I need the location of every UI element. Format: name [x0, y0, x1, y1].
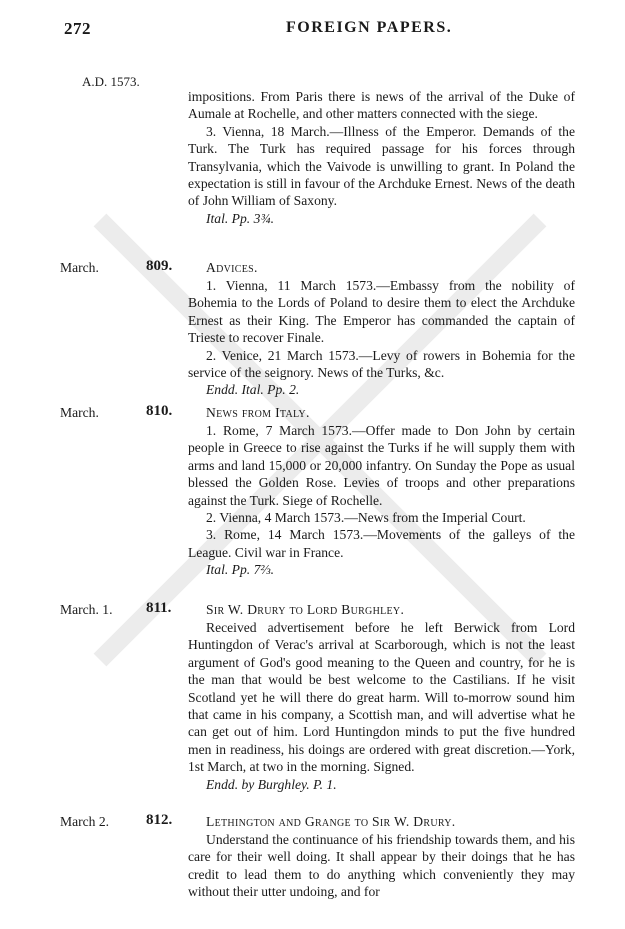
- paragraph: 2. Vienna, 4 March 1573.—News from the Imperial Court.: [206, 510, 526, 526]
- paragraph: 1. Vienna, 11 March 1573.—Embassy from the nobility of Bohemia to the Lords of Poland to desire them to elect the Archduke Ernest as their King. The Emperor has commanded the captain of Trieste to recover Finale.: [188, 278, 575, 346]
- paragraph: Received advertisement before he left Berwick from Lord Huntingdon of Verac's arrival at Scarborough, which is not the least argument of God's good meaning to the Queen and country, for he is the man that would be best welcome to the Castilians. If he visit Scotland yet he will there do great harm. Will to-morrow sound him that came in his company, a Scottish man, and will advertise what he can get out of him. Lord Huntingdon minds to put the five hundred men in readiness, his doings are ordered with great discretion.—York, 1st March, at two in the morning. Signed.: [188, 620, 575, 775]
- paragraph: 1. Rome, 7 March 1573.—Offer made to Don John by certain people in Greece to rise against the Turks if he will supply them with arms and land 15,000 or 20,000 infantry. On Sunday the Pope as usual blessed the Golden Rose. Levies of troops and other preparations against the Turk. Siege of Rochelle.: [188, 423, 575, 508]
- continuation-text: [188, 88, 575, 227]
- running-title: FOREIGN PAPERS.: [286, 19, 453, 36]
- entry-810-body: [188, 422, 575, 579]
- paragraph: impositions. From Paris there is news of the arrival of the Duke of Aumale at Rochelle, and other matters connected with the siege.: [188, 89, 575, 122]
- entry-number: 811.: [146, 600, 172, 616]
- paragraph: 3. Rome, 14 March 1573.—Movements of the galleys of the League. Civil war in France.: [188, 527, 575, 560]
- paragraph: 3. Vienna, 18 March.—Illness of the Emperor. Demands of the Turk. The Turk has required passage for his forces through Transylvania, which the Vaivode is unwilling to grant. In Poland the expectation is still in favour of the Archduke Ernest. News of the death of John William of Saxony.: [188, 123, 575, 209]
- entry-date: March. 1.: [60, 602, 113, 617]
- paragraph: 2. Venice, 21 March 1573.—Levy of rowers in Bohemia for the service of the seignory. News of the Turks, &c.: [188, 347, 575, 381]
- citation: Endd. by Burghley. P. 1.: [206, 776, 337, 792]
- entry-811-body: [188, 619, 575, 793]
- entry-809-body: [188, 277, 575, 399]
- citation: Ital. Pp. 3¾.: [206, 210, 274, 226]
- entry-812-body: [188, 831, 575, 901]
- citation: Ital. Pp. 7⅔.: [206, 562, 274, 578]
- entry-title: News from Italy.: [206, 405, 310, 420]
- entry-date: March.: [60, 260, 99, 275]
- entry-date: March 2.: [60, 814, 110, 829]
- citation: Endd. Ital. Pp. 2.: [206, 382, 300, 398]
- entry-number: 809.: [146, 258, 173, 274]
- margin-year: A.D. 1573.: [82, 74, 140, 89]
- entry-number: 810.: [146, 403, 173, 419]
- entry-title: Lethington and Grange to Sir W. Drury.: [206, 814, 456, 829]
- entry-number: 812.: [146, 812, 173, 828]
- entry-title: Advices.: [206, 260, 258, 275]
- entry-title: Sir W. Drury to Lord Burghley.: [206, 602, 405, 617]
- paragraph: Understand the continuance of his friendship towards them, and his care for their well doing. It shall appear by their doings that he has credit to lead them to do anything which conveniently they may without their utter undoing, and for: [188, 832, 575, 900]
- page-number: 272: [64, 19, 91, 38]
- entry-date: March.: [60, 405, 99, 420]
